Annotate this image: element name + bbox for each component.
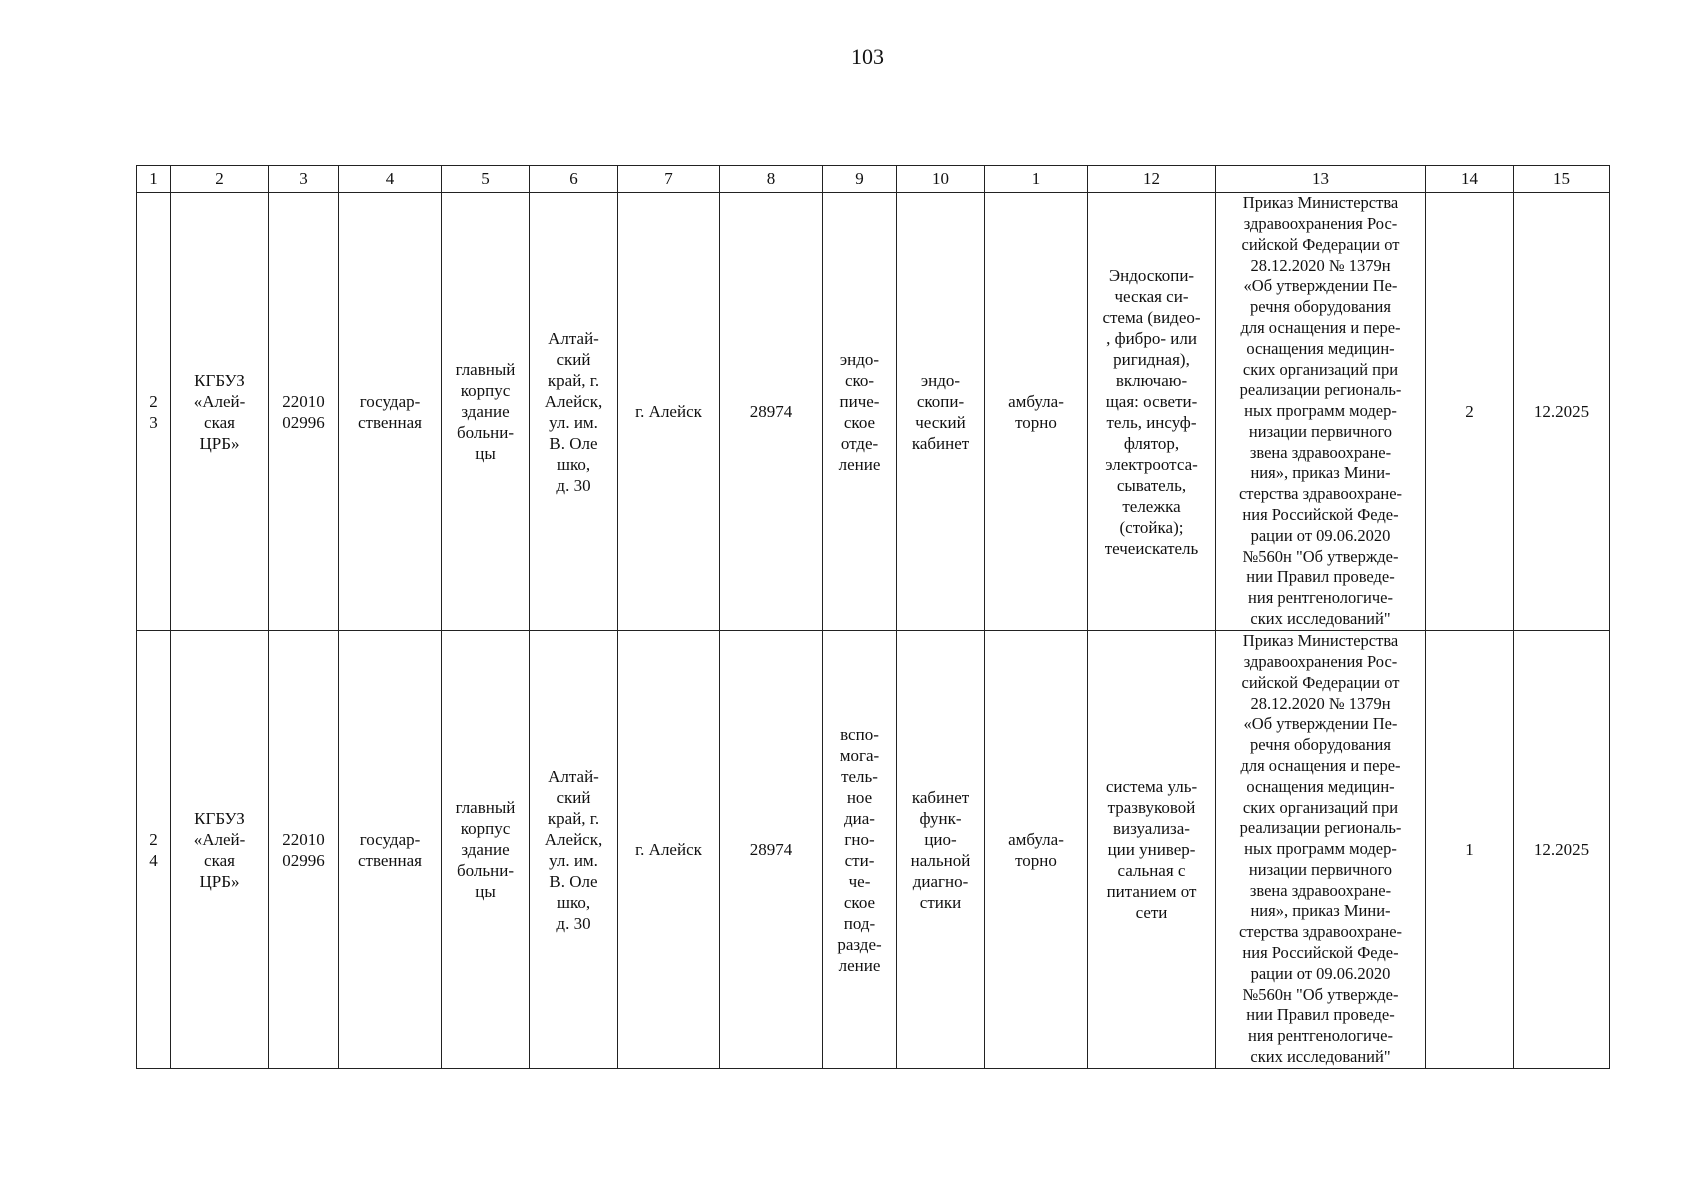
- ownership-cell: государ- ственная: [339, 193, 442, 631]
- code-cell: 22010 02996: [269, 193, 339, 631]
- header-cell: 3: [269, 166, 339, 193]
- header-cell: 1: [137, 166, 171, 193]
- population-cell: 28974: [720, 631, 823, 1069]
- row-number-cell: 2 4: [137, 631, 171, 1069]
- building-cell: главный корпус здание больни- цы: [442, 193, 530, 631]
- equipment-table: [136, 165, 1610, 1069]
- care-type-cell: амбула- торно: [985, 193, 1088, 631]
- table-row: [137, 631, 1610, 1069]
- header-cell: 8: [720, 166, 823, 193]
- department-cell: вспо- мога- тель- ное диа- гно- сти- че- ское под- разде- ление: [823, 631, 897, 1069]
- header-cell: 1: [985, 166, 1088, 193]
- page-number: 103: [851, 44, 884, 69]
- header-cell: 6: [530, 166, 618, 193]
- header-cell: 13: [1216, 166, 1426, 193]
- equipment-cell: система уль- тразвуковой визуализа- ции универ- сальная с питанием от сети: [1088, 631, 1216, 1069]
- city-cell: г. Алейск: [618, 193, 720, 631]
- building-cell: главный корпус здание больни- цы: [442, 631, 530, 1069]
- equipment-cell: Эндоскопи- ческая си- стема (видео- , фибро- или ригидная), включаю- щая: освети- тель, инсуф- флятор, электроотса- сыватель, тележка (стойка); течеискатель: [1088, 193, 1216, 631]
- room-cell: эндо- скопи- ческий кабинет: [897, 193, 985, 631]
- date-cell: 12.2025: [1514, 631, 1610, 1069]
- header-cell: 7: [618, 166, 720, 193]
- header-cell: 2: [171, 166, 269, 193]
- header-cell: 4: [339, 166, 442, 193]
- care-type-cell: амбула- торно: [985, 631, 1088, 1069]
- header-cell: 15: [1514, 166, 1610, 193]
- table-row: [137, 193, 1610, 631]
- header-cell: 14: [1426, 166, 1514, 193]
- room-cell: кабинет функ- цио- нальной диагно- стики: [897, 631, 985, 1069]
- code-cell: 22010 02996: [269, 631, 339, 1069]
- header-cell: 9: [823, 166, 897, 193]
- organization-cell: КГБУЗ «Алей- ская ЦРБ»: [171, 193, 269, 631]
- header-cell: 12: [1088, 166, 1216, 193]
- quantity-cell: 1: [1426, 631, 1514, 1069]
- regulation-cell: Приказ Министерства здравоохранения Рос- сийской Федерации от 28.12.2020 № 1379н «Об утверждении Пе- речня оборудования для оснащения и пере- оснащения медицин- ских организаций при реализации региональ- ных программ модер- низации первичного звена здравоохране- ния», приказ Мини- стерства здравоохране- ния Российской Феде- рации от 09.06.2020 №560н "Об утвержде- нии Правил проведе- ния рентгенологиче- ских исследований": [1216, 631, 1426, 1069]
- organization-cell: КГБУЗ «Алей- ская ЦРБ»: [171, 631, 269, 1069]
- city-cell: г. Алейск: [618, 631, 720, 1069]
- address-cell: Алтай- ский край, г. Алейск, ул. им. В. Оле шко, д. 30: [530, 631, 618, 1069]
- header-cell: 10: [897, 166, 985, 193]
- date-cell: 12.2025: [1514, 193, 1610, 631]
- ownership-cell: государ- ственная: [339, 631, 442, 1069]
- population-cell: 28974: [720, 193, 823, 631]
- department-cell: эндо- ско- пиче- ское отде- ление: [823, 193, 897, 631]
- header-cell: 5: [442, 166, 530, 193]
- regulation-cell: Приказ Министерства здравоохранения Рос- сийской Федерации от 28.12.2020 № 1379н «Об утверждении Пе- речня оборудования для оснащения и пере- оснащения медицин- ских организаций при реализации региональ- ных программ модер- низации первичного звена здравоохране- ния», приказ Мини- стерства здравоохране- ния Российской Феде- рации от 09.06.2020 №560н "Об утвержде- нии Правил проведе- ния рентгенологиче- ских исследований": [1216, 193, 1426, 631]
- table-header-row: [137, 166, 1610, 193]
- address-cell: Алтай- ский край, г. Алейск, ул. им. В. Оле шко, д. 30: [530, 193, 618, 631]
- row-number-cell: 2 3: [137, 193, 171, 631]
- quantity-cell: 2: [1426, 193, 1514, 631]
